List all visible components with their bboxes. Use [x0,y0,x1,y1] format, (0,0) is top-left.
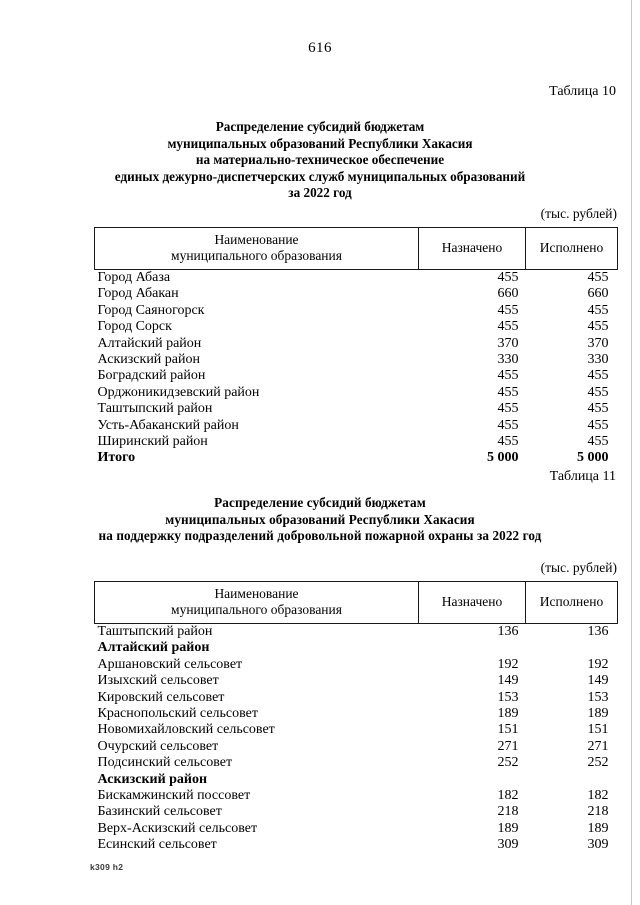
table-row [95,368,618,384]
cell-executed: 455 [587,434,609,450]
column-header-assigned: Назначено [419,582,526,624]
table-11-units: (тыс. рублей) [540,560,617,575]
cell-municipality-name: Новомихайловский сельсовет [97,722,275,738]
table-row [95,804,618,820]
table-row [95,434,618,450]
table-row [95,270,618,287]
title-line: муниципальных образований Республики Хакасия [167,135,473,151]
cell-municipality-name: Аскизский район [97,352,200,368]
table-row [95,673,618,689]
table-row [95,821,618,837]
cell-municipality-name: Орджоникидзевский район [97,384,260,400]
cell-assigned: 455 [497,417,519,433]
title-line: Распределение субсидий бюджетам [215,119,425,134]
cell-assigned [419,772,526,788]
cell-assigned: 309 [497,837,519,853]
cell-municipality-name: Кировский сельсовет [97,689,225,705]
table-10-title [0,119,640,202]
cell-executed: 455 [587,319,609,335]
cell-assigned: 149 [497,673,519,689]
cell-assigned: 660 [497,286,519,302]
cell-assigned: 455 [497,270,519,285]
table-row [95,657,618,673]
footer-mark: k309 h2 [90,862,124,872]
cell-municipality-name: Есинский сельсовет [97,837,217,853]
table-row [95,640,618,656]
cell-municipality-name: Таштыпский район [97,401,213,417]
cell-municipality-name: Краснопольский сельсовет [97,706,258,722]
cell-executed: 192 [587,656,609,672]
cell-municipality-name: Верх-Аскизский сельсовет [97,820,258,836]
header-line: Наименование [214,232,299,247]
table-row [95,837,618,853]
cell-assigned: 370 [497,335,519,351]
cell-municipality-name: Усть-Абаканский район [97,417,239,433]
page-number: 616 [308,40,332,56]
cell-assigned: 330 [497,352,519,368]
cell-executed: 309 [587,837,609,853]
cell-municipality-name: Боградский район [97,368,206,384]
table-row [95,286,618,302]
cell-executed: 370 [587,335,609,351]
table-11-body [95,624,618,854]
table-row [95,303,618,319]
table-row [95,352,618,368]
column-header-executed: Исполнено [526,228,618,270]
column-header-assigned: Назначено [419,228,526,270]
table-10-body [95,270,618,467]
cell-executed: 455 [587,401,609,417]
cell-assigned: 455 [497,434,519,450]
cell-executed: 330 [587,352,609,368]
cell-municipality-name: Город Абаза [97,270,171,285]
cell-municipality-name: Аскизский район [97,771,208,787]
cell-assigned: 218 [497,804,519,820]
cell-municipality-name: Алтайский район [97,640,210,656]
cell-assigned: 151 [497,722,519,738]
table-row [95,385,618,401]
table-row [95,690,618,706]
header-line: муниципального образования [171,248,342,263]
cell-assigned: 153 [497,689,519,705]
title-line: за 2022 год [288,185,352,201]
column-header-name [95,582,419,624]
cell-executed: 151 [587,722,609,738]
cell-executed: 189 [587,820,609,836]
column-header-executed: Исполнено [526,582,618,624]
cell-municipality-name: Аршановский сельсовет [97,656,243,672]
cell-assigned: 455 [497,319,519,335]
cell-executed: 218 [587,804,609,820]
table-10-units: (тыс. рублей) [540,206,617,221]
table-11-title [0,495,640,545]
cell-assigned [419,640,526,656]
cell-assigned: 192 [497,656,519,672]
cell-executed: 153 [587,689,609,705]
table-row [95,706,618,722]
cell-assigned: 271 [497,738,519,754]
table-11-caption: Таблица 11 [549,469,616,484]
table-10-caption: Таблица 10 [549,84,616,99]
column-header-name [95,228,419,270]
title-line: на поддержку подразделений добровольной пожарной охраны за 2022 год [98,528,542,544]
cell-municipality-name: Город Абакан [97,286,179,302]
cell-municipality-name: Изыхский сельсовет [97,673,219,689]
header-line: Наименование [214,586,299,601]
cell-assigned: 189 [497,820,519,836]
cell-assigned: 136 [497,624,519,639]
cell-executed: 455 [587,302,609,318]
table-11 [94,581,617,854]
cell-assigned: 182 [497,788,519,804]
cell-executed: 455 [587,270,609,285]
table-header-row [95,228,618,270]
cell-executed [526,772,618,788]
header-line: муниципального образования [171,602,342,617]
table-10 [94,227,617,467]
cell-municipality-name: Город Саяногорск [97,302,205,318]
table-row [95,336,618,352]
cell-executed: 455 [587,368,609,384]
table-row [95,755,618,771]
cell-executed: 455 [587,384,609,400]
cell-executed: 455 [587,417,609,433]
table-row [95,401,618,417]
cell-municipality-name: Базинский сельсовет [97,804,222,820]
cell-municipality-name: Таштыпский район [97,624,213,639]
cell-executed: 271 [587,738,609,754]
cell-assigned: 455 [497,384,519,400]
table-row [95,722,618,738]
cell-municipality-name: Подсинский сельсовет [97,755,233,771]
cell-assigned: 455 [497,368,519,384]
cell-executed: 5 000 [577,450,609,466]
title-line: муниципальных образований Республики Хакасия [165,511,475,527]
table-header-row [95,582,618,624]
table-row [95,739,618,755]
table-row [95,788,618,804]
cell-municipality-name: Итого [97,450,136,466]
title-line: единых дежурно-диспетчерских служб муниципальных образований [114,168,526,184]
cell-executed: 182 [587,788,609,804]
cell-assigned: 252 [497,755,519,771]
table-row [95,418,618,434]
cell-assigned: 455 [497,302,519,318]
title-line: Распределение субсидий бюджетам [214,495,426,510]
cell-executed: 149 [587,673,609,689]
table-row [95,624,618,641]
cell-municipality-name: Алтайский район [97,335,202,351]
cell-municipality-name: Ширинский район [97,434,208,450]
cell-municipality-name: Очурский сельсовет [97,738,219,754]
cell-executed [526,640,618,656]
cell-assigned: 5 000 [487,450,519,466]
cell-municipality-name: Город Сорск [97,319,172,335]
table-row [95,772,618,788]
cell-municipality-name: Бискамжинский поссовет [97,788,251,804]
table-row [95,450,618,466]
cell-executed: 660 [587,286,609,302]
cell-executed: 136 [587,624,609,639]
cell-executed: 189 [587,706,609,722]
cell-executed: 252 [587,755,609,771]
table-row [95,319,618,335]
cell-assigned: 189 [497,706,519,722]
title-line: на материально-техническое обеспечение [195,152,445,168]
cell-assigned: 455 [497,401,519,417]
